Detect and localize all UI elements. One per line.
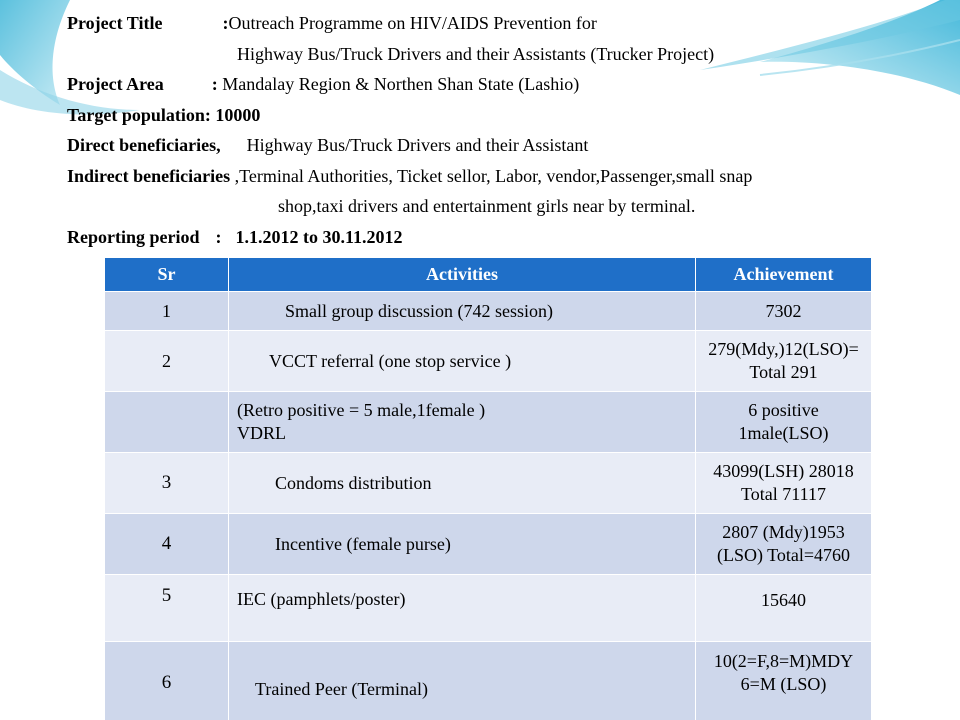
- achievement-line1: 279(Mdy,)12(LSO)=: [708, 339, 859, 359]
- row-achievement: [696, 331, 872, 392]
- target-population-label: Target population:: [67, 104, 211, 125]
- project-area-value: Mandalay Region & Northen Shan State (Lashio): [222, 74, 580, 94]
- row-sr: 2: [105, 331, 229, 392]
- project-title-line: [67, 8, 947, 39]
- table-row: [105, 292, 872, 331]
- target-population-line: [67, 100, 947, 131]
- project-title-separator: :: [222, 13, 229, 33]
- reporting-period-label: Reporting period: [67, 226, 200, 247]
- reporting-period-separator: :: [215, 226, 222, 247]
- row-achievement: [696, 453, 872, 514]
- table-row: [105, 575, 872, 642]
- table-row: [105, 642, 872, 720]
- project-area-label: Project Area: [67, 74, 164, 94]
- row-activity: Incentive (female purse): [229, 514, 696, 575]
- row-achievement: [696, 575, 872, 642]
- row-achievement: [696, 392, 872, 453]
- achievement-line2: (LSO) Total=4760: [716, 545, 851, 565]
- achievement-line1: 6 positive: [748, 400, 819, 420]
- direct-beneficiaries-line: [67, 130, 947, 161]
- row-activity: [229, 392, 696, 453]
- row-sr: 5: [105, 575, 229, 642]
- table-row: [105, 453, 872, 514]
- row-achievement: [696, 642, 872, 720]
- reporting-period-line: [67, 222, 947, 253]
- project-area-separator: :: [211, 74, 218, 94]
- row-achievement: [696, 514, 872, 575]
- row-activity: IEC (pamphlets/poster): [229, 575, 696, 642]
- row-sr: 1: [105, 292, 229, 331]
- achievement-line1: 7302: [765, 300, 802, 321]
- indirect-beneficiaries-line: [67, 161, 947, 192]
- header-achievement: Achievement: [696, 258, 872, 292]
- achievement-line2: 6=M (LSO): [740, 674, 827, 694]
- achievement-line2: Total 71117: [741, 484, 826, 504]
- indirect-beneficiaries-label: Indirect beneficiaries: [67, 165, 231, 186]
- row-sr: 6: [105, 642, 229, 720]
- activity-line2: VDRL: [237, 423, 286, 443]
- table-row: [105, 331, 872, 392]
- reporting-period-value: 1.1.2012 to 30.11.2012: [235, 226, 403, 247]
- direct-beneficiaries-label: Direct beneficiaries,: [67, 135, 221, 155]
- indirect-beneficiaries-value-line2: shop,taxi drivers and entertainment girls near by terminal.: [278, 196, 696, 216]
- table-row: [105, 514, 872, 575]
- achievement-line2: Total 291: [749, 362, 818, 382]
- row-activity: Condoms distribution: [229, 453, 696, 514]
- row-activity: Trained Peer (Terminal): [229, 642, 696, 720]
- activity-line1: (Retro positive = 5 male,1female ): [237, 400, 486, 420]
- project-title-value-line1: Outreach Programme on HIV/AIDS Prevention for: [228, 13, 597, 33]
- project-title-label: Project Title: [67, 13, 163, 33]
- table-header-row: [105, 258, 872, 292]
- achievement-line1: 43099(LSH) 28018: [713, 461, 854, 481]
- indirect-beneficiaries-value-line1: ,Terminal Authorities, Ticket sellor, Labor, vendor,Passenger,small snap: [234, 165, 753, 186]
- project-title-continuation: [67, 39, 947, 70]
- achievement-line1: 2807 (Mdy)1953: [722, 522, 845, 542]
- target-population-value: 10000: [215, 104, 261, 125]
- row-sr: 4: [105, 514, 229, 575]
- header-activities: Activities: [229, 258, 696, 292]
- table-row: [105, 392, 872, 453]
- achievement-line1: 10(2=F,8=M)MDY: [713, 651, 854, 671]
- activities-table: [104, 257, 872, 720]
- row-sr: [105, 392, 229, 453]
- row-activity: VCCT referral (one stop service ): [229, 331, 696, 392]
- header-sr: Sr: [105, 258, 229, 292]
- project-info-block: [67, 8, 947, 252]
- row-sr: 3: [105, 453, 229, 514]
- indirect-beneficiaries-continuation: [67, 191, 947, 222]
- achievement-line1: 15640: [761, 590, 806, 610]
- project-title-value-line2: Highway Bus/Truck Drivers and their Assistants (Trucker Project): [237, 43, 715, 64]
- row-activity: Small group discussion (742 session): [229, 292, 696, 331]
- row-achievement: [696, 292, 872, 331]
- project-area-line: [67, 69, 947, 100]
- achievement-line2: 1male(LSO): [738, 423, 829, 443]
- direct-beneficiaries-value: Highway Bus/Truck Drivers and their Assistant: [246, 135, 589, 155]
